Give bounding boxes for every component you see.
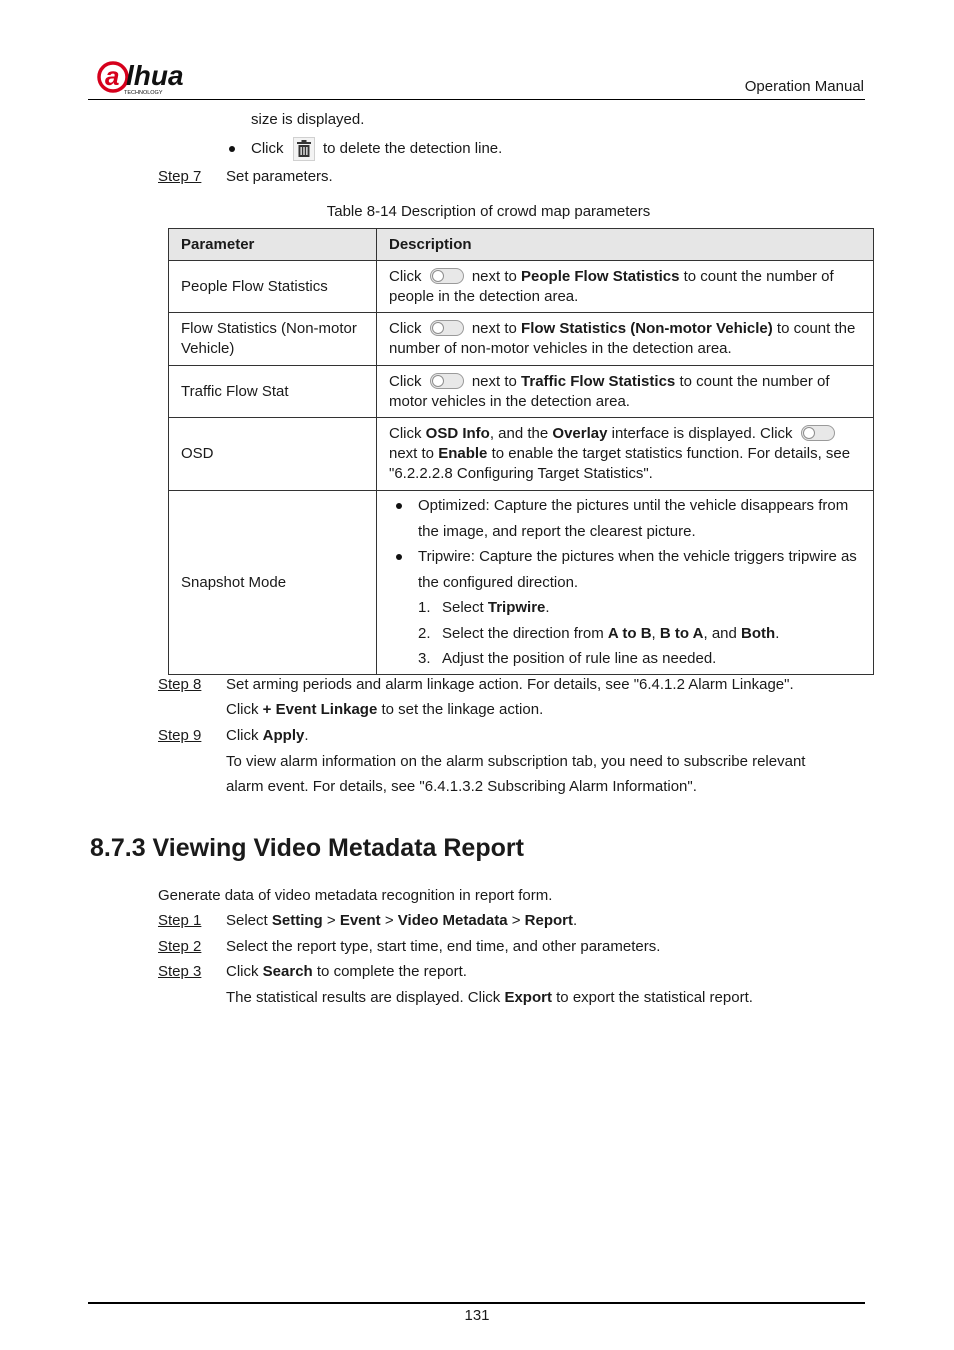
item-number: 3. <box>418 650 431 668</box>
desc-text: next to <box>471 320 517 337</box>
menu-event: Event <box>339 912 381 929</box>
desc-bold: OSD Info <box>425 425 490 442</box>
desc-text: Click <box>389 425 422 442</box>
step9-text <box>226 726 309 746</box>
table-row <box>169 366 874 418</box>
list-item: Optimized: Capture the pictures until the vehicle disappears from the image, and report the clearest picture. <box>389 493 865 544</box>
item-text: Adjust the position of rule line as needed. <box>442 650 717 668</box>
table-row <box>169 313 874 366</box>
table-header-row <box>169 229 874 261</box>
table-row <box>169 261 874 313</box>
page-number: 131 <box>464 1307 490 1324</box>
desc-cell <box>377 313 874 366</box>
numbered-item <box>389 595 865 621</box>
desc-text: to count the number of people in the detection area. <box>389 267 834 305</box>
desc-text: Click <box>389 267 422 285</box>
toggle-switch-icon <box>801 425 835 441</box>
svg-text:a: a <box>105 61 120 91</box>
delete-click-text: Click <box>251 140 284 157</box>
trash-icon <box>293 137 315 161</box>
desc-text: next to <box>471 372 517 390</box>
result-text: to export the statistical report. <box>556 989 753 1006</box>
param-cell: Flow Statistics (Non-motor Vehicle) <box>169 313 377 366</box>
desc-bold: People Flow Statistics <box>521 267 680 285</box>
menu-setting: Setting <box>271 912 323 929</box>
event-linkage-label: + Event Linkage <box>262 701 378 718</box>
item-bold: Tripwire <box>487 599 546 617</box>
item-number: 1. <box>418 599 431 617</box>
desc-cell <box>377 418 874 491</box>
section-step1-label: Step 1 <box>158 912 202 929</box>
result-text: The statistical results are displayed. Click <box>226 989 501 1006</box>
desc-cell <box>377 261 874 313</box>
desc-text: to enable the target statistics function. For details, see "6.2.2.2.8 Configuring Target Statistics". <box>389 445 851 482</box>
step8-sub <box>226 700 543 720</box>
toggle-switch-icon <box>430 320 464 336</box>
header-divider <box>88 99 865 100</box>
step8-label: Step 8 <box>158 676 202 693</box>
apply-label: Apply <box>262 727 305 744</box>
delete-description: to delete the detection line. <box>323 140 503 157</box>
step9-period: . <box>304 727 309 744</box>
step8-sub-text: to set the linkage action. <box>381 701 544 718</box>
step9-note-line2: alarm event. For details, see "6.4.1.3.2 Subscribing Alarm Information". <box>226 778 697 795</box>
desc-bold: Traffic Flow Statistics <box>521 372 676 390</box>
param-cell: OSD <box>169 418 377 491</box>
dahua-logo <box>97 58 203 96</box>
param-cell: Snapshot Mode <box>169 491 377 675</box>
item-number: 2. <box>418 624 431 642</box>
step-period: . <box>573 912 578 929</box>
continued-text: size is displayed. <box>251 111 365 128</box>
desc-cell <box>377 366 874 418</box>
bullet-icon <box>229 146 235 152</box>
param-cell: People Flow Statistics <box>169 261 377 313</box>
step8-sub-text: Click <box>226 701 259 718</box>
step9-label: Step 9 <box>158 727 202 744</box>
desc-text: , and the <box>489 425 549 442</box>
param-cell: Traffic Flow Stat <box>169 366 377 418</box>
item-text: Select the direction from <box>442 624 604 642</box>
export-label: Export <box>504 989 552 1006</box>
separator: > <box>511 912 521 929</box>
desc-bold: Enable <box>438 445 488 462</box>
step-text: Select <box>226 912 268 929</box>
item-text: Select <box>442 599 484 617</box>
table-row <box>169 491 874 675</box>
item-text: , and <box>703 624 737 642</box>
section-step3-label: Step 3 <box>158 963 202 980</box>
item-text: . <box>545 599 550 617</box>
item-text: , <box>651 624 656 642</box>
menu-video-metadata: Video Metadata <box>397 912 508 929</box>
desc-text: Click <box>389 372 422 390</box>
header-description: Description <box>377 229 874 261</box>
section-step1-text <box>226 911 577 931</box>
step7-text: Set parameters. <box>226 168 333 185</box>
search-label: Search <box>262 963 313 980</box>
section-step2-label: Step 2 <box>158 938 202 955</box>
section-step2-text: Select the report type, start time, end time, and other parameters. <box>226 938 661 955</box>
menu-report: Report <box>524 912 574 929</box>
desc-text: next to <box>389 445 435 462</box>
step-text: Click <box>226 963 259 980</box>
table-row <box>169 418 874 491</box>
item-bold: B to A <box>659 624 704 642</box>
toggle-switch-icon <box>430 373 464 389</box>
item-bold: A to B <box>607 624 652 642</box>
desc-text: next to <box>471 267 517 285</box>
item-bold: Both <box>741 624 776 642</box>
numbered-item <box>389 646 865 672</box>
numbered-item <box>389 621 865 647</box>
step9-note-line1: To view alarm information on the alarm subscription tab, you need to subscribe relevant <box>226 753 806 770</box>
section-step3-text <box>226 962 467 982</box>
footer-divider <box>88 1302 865 1304</box>
svg-text:lhua: lhua <box>126 60 184 91</box>
section-heading: 8.7.3 Viewing Video Metadata Report <box>90 834 524 862</box>
svg-text:TECHNOLOGY: TECHNOLOGY <box>124 90 163 96</box>
header-parameter: Parameter <box>169 229 377 261</box>
table-caption: Table 8-14 Description of crowd map parameters <box>326 203 651 220</box>
desc-bold: Overlay <box>552 425 608 442</box>
step7-label: Step 7 <box>158 168 202 185</box>
item-text: . <box>775 624 780 642</box>
section-intro: Generate data of video metadata recognition in report form. <box>158 887 553 904</box>
step9-click-text: Click <box>226 727 259 744</box>
list-item: Tripwire: Capture the pictures when the vehicle triggers tripwire as the configured direction. <box>389 544 865 595</box>
crowd-map-parameters-table <box>168 228 874 675</box>
desc-text: to count the number of non-motor vehicles in the detection area. <box>389 320 856 357</box>
toggle-switch-icon <box>430 268 464 284</box>
desc-text: interface is displayed. Click <box>611 425 793 442</box>
desc-cell <box>377 491 874 675</box>
separator: > <box>326 912 336 929</box>
step-text: to complete the report. <box>316 963 467 980</box>
section-result-text <box>226 988 753 1008</box>
desc-text: to count the number of motor vehicles in the detection area. <box>389 372 830 410</box>
step8-text: Set arming periods and alarm linkage action. For details, see "6.4.1.2 Alarm Linkage". <box>226 676 794 693</box>
desc-bold: Flow Statistics (Non-motor Vehicle) <box>521 320 773 337</box>
header-title: Operation Manual <box>744 78 864 95</box>
separator: > <box>384 912 394 929</box>
desc-text: Click <box>389 320 422 337</box>
